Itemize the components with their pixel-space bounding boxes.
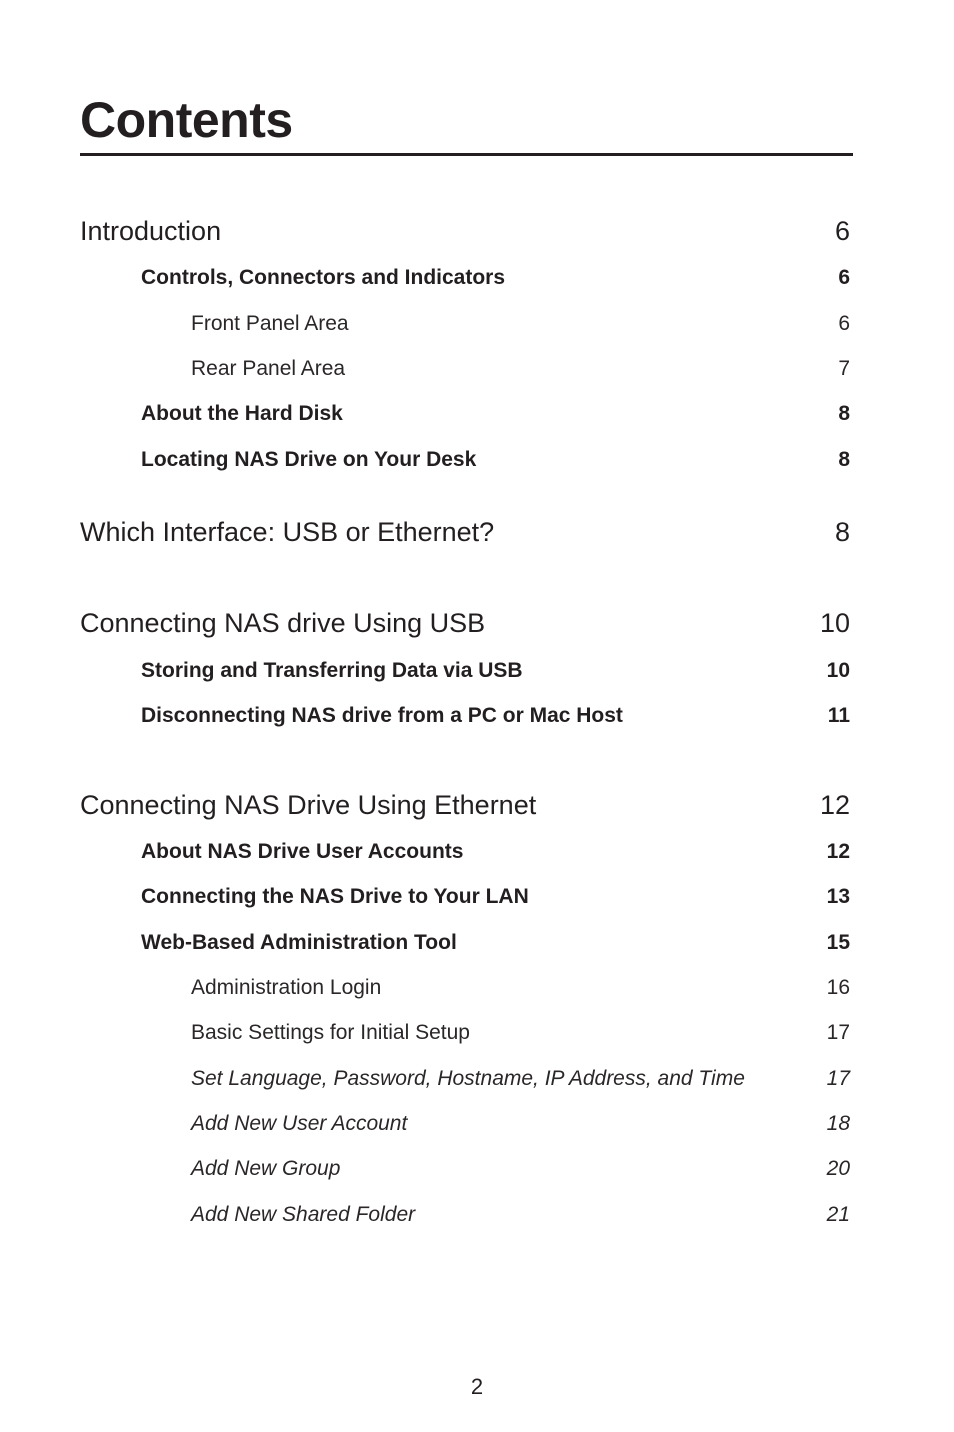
toc-entry-add-group[interactable] <box>80 1154 850 1184</box>
toc-entry-page: 11 <box>827 704 850 727</box>
toc-entry-page: 8 <box>838 448 850 471</box>
toc-entry-title: Which Interface: USB or Ethernet? <box>80 517 495 547</box>
toc-entry-title: Rear Panel Area <box>191 357 346 380</box>
toc-entry-add-user-account[interactable] <box>80 1109 850 1139</box>
toc-entry-title: Web-Based Administration Tool <box>141 931 457 954</box>
toc-entry-disconnecting-nas[interactable] <box>80 701 850 731</box>
toc-entry-page: 8 <box>838 402 850 425</box>
toc-entry-title: Storing and Transferring Data via USB <box>141 659 523 682</box>
toc-entry-controls-connectors-indicators[interactable] <box>80 263 850 293</box>
toc-entry-title: Locating NAS Drive on Your Desk <box>141 448 477 471</box>
toc-entry-page: 17 <box>826 1021 850 1044</box>
toc-entry-title: Controls, Connectors and Indicators <box>141 266 506 289</box>
toc-entry-user-accounts[interactable] <box>80 837 850 867</box>
toc-entry-title: Introduction <box>80 216 222 246</box>
toc-entry-title: Add New Shared Folder <box>191 1203 416 1226</box>
toc-entry-title: Connecting NAS drive Using USB <box>80 608 486 638</box>
toc-entry-connecting-ethernet[interactable] <box>80 787 850 823</box>
toc-entry-add-shared-folder[interactable] <box>80 1200 850 1230</box>
page-number: 2 <box>470 1374 484 1399</box>
toc-entry-title: Set Language, Password, Hostname, IP Address, and Time <box>191 1067 745 1090</box>
toc-entry-web-admin-tool[interactable] <box>80 928 850 958</box>
toc-entry-set-language[interactable] <box>80 1064 850 1094</box>
toc-entry-title: Administration Login <box>191 976 382 999</box>
toc-entry-title: About NAS Drive User Accounts <box>141 840 464 863</box>
toc-entry-page: 13 <box>826 885 850 908</box>
toc-entry-title: About the Hard Disk <box>141 402 343 425</box>
toc-entry-title: Basic Settings for Initial Setup <box>191 1021 470 1044</box>
toc-entry-admin-login[interactable] <box>80 973 850 1003</box>
toc-entry-page: 10 <box>826 659 850 682</box>
toc-entry-front-panel-area[interactable] <box>80 309 850 339</box>
toc-entry-connecting-lan[interactable] <box>80 882 850 912</box>
title-rule <box>80 153 853 156</box>
toc-entry-basic-settings[interactable] <box>80 1018 850 1048</box>
toc-entry-page: 8 <box>834 517 850 547</box>
toc-entry-page: 15 <box>826 931 850 954</box>
toc-entry-page: 7 <box>838 357 850 380</box>
page-title: Contents <box>80 92 293 148</box>
toc-entry-title: Disconnecting NAS drive from a PC or Mac Host <box>141 704 623 727</box>
toc-entry-page: 12 <box>819 790 850 820</box>
toc-entry-page: 6 <box>838 266 850 289</box>
toc-entry-page: 20 <box>826 1157 850 1180</box>
toc-entry-page: 18 <box>826 1112 850 1135</box>
toc-entry-page: 10 <box>819 608 850 638</box>
toc-entry-title: Front Panel Area <box>191 312 349 335</box>
toc-entry-introduction[interactable] <box>80 213 850 249</box>
toc-entry-page: 6 <box>838 312 850 335</box>
toc-entry-page: 17 <box>826 1067 850 1090</box>
toc-entry-page: 21 <box>826 1203 850 1226</box>
toc-entry-page: 16 <box>826 976 850 999</box>
toc-entry-about-hard-disk[interactable] <box>80 399 850 429</box>
toc-entry-connecting-usb[interactable] <box>80 605 850 641</box>
toc-entry-storing-transferring-usb[interactable] <box>80 656 850 686</box>
toc-entry-title: Connecting the NAS Drive to Your LAN <box>141 885 529 908</box>
toc-entry-title: Add New User Account <box>191 1112 408 1135</box>
toc-entry-title: Add New Group <box>191 1157 341 1180</box>
toc-entry-page: 6 <box>834 216 850 246</box>
toc-entry-which-interface[interactable] <box>80 514 850 550</box>
toc-entry-page: 12 <box>826 840 850 863</box>
toc-entry-title: Connecting NAS Drive Using Ethernet <box>80 790 537 820</box>
toc-entry-rear-panel-area[interactable] <box>80 354 850 384</box>
toc-entry-locating-nas-drive[interactable] <box>80 445 850 475</box>
